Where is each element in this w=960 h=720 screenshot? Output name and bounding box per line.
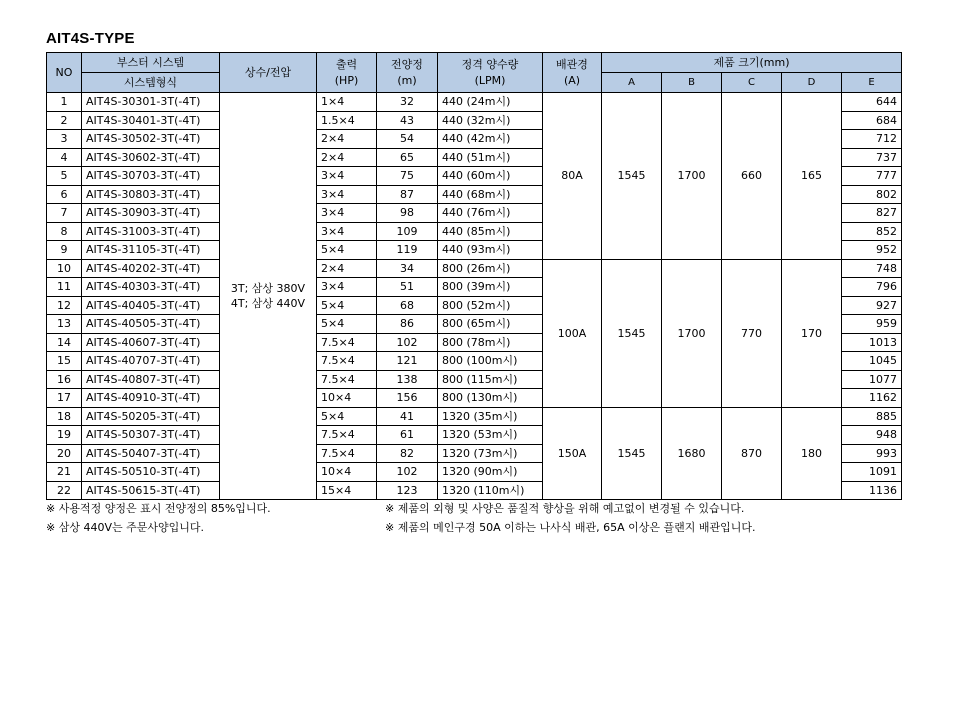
cell-pipe-dia: 150A bbox=[543, 407, 602, 500]
cell-rated-flow: 800 (26m시) bbox=[438, 259, 543, 278]
cell-dim-b: 1700 bbox=[662, 259, 722, 407]
cell-model: AIT4S-30602-3T(-4T) bbox=[82, 148, 220, 167]
cell-output-hp: 3×4 bbox=[317, 167, 377, 186]
cell-no: 1 bbox=[47, 93, 82, 112]
cell-rated-flow: 440 (68m시) bbox=[438, 185, 543, 204]
header-dim-e: E bbox=[842, 73, 902, 93]
cell-model: AIT4S-40202-3T(-4T) bbox=[82, 259, 220, 278]
cell-output-hp: 3×4 bbox=[317, 185, 377, 204]
cell-rated-flow: 440 (24m시) bbox=[438, 93, 543, 112]
header-product-size: 제품 크기(mm) bbox=[602, 53, 902, 73]
cell-dim-e: 1136 bbox=[842, 481, 902, 500]
cell-total-head: 98 bbox=[377, 204, 438, 223]
cell-model: AIT4S-40607-3T(-4T) bbox=[82, 333, 220, 352]
cell-dim-d: 170 bbox=[782, 259, 842, 407]
cell-total-head: 41 bbox=[377, 407, 438, 426]
cell-total-head: 138 bbox=[377, 370, 438, 389]
header-pipe-dia-label: 배관경 bbox=[556, 58, 588, 71]
cell-rated-flow: 800 (100m시) bbox=[438, 352, 543, 371]
cell-output-hp: 2×4 bbox=[317, 130, 377, 149]
header-dim-d: D bbox=[782, 73, 842, 93]
cell-dim-d: 165 bbox=[782, 93, 842, 260]
cell-output-hp: 7.5×4 bbox=[317, 333, 377, 352]
header-system-model: 시스템형식 bbox=[82, 73, 220, 93]
cell-rated-flow: 440 (85m시) bbox=[438, 222, 543, 241]
cell-output-hp: 7.5×4 bbox=[317, 370, 377, 389]
cell-no: 2 bbox=[47, 111, 82, 130]
cell-dim-e: 827 bbox=[842, 204, 902, 223]
cell-no: 5 bbox=[47, 167, 82, 186]
cell-dim-e: 927 bbox=[842, 296, 902, 315]
cell-no: 3 bbox=[47, 130, 82, 149]
header-output-unit: (HP) bbox=[334, 74, 359, 87]
cell-dim-e: 802 bbox=[842, 185, 902, 204]
cell-pipe-dia: 100A bbox=[543, 259, 602, 407]
header-total-head bbox=[377, 53, 438, 93]
cell-phase-voltage bbox=[220, 93, 317, 500]
table-header bbox=[47, 53, 902, 93]
cell-pipe-dia: 80A bbox=[543, 93, 602, 260]
cell-output-hp: 3×4 bbox=[317, 278, 377, 297]
cell-model: AIT4S-40910-3T(-4T) bbox=[82, 389, 220, 408]
cell-total-head: 75 bbox=[377, 167, 438, 186]
cell-no: 6 bbox=[47, 185, 82, 204]
cell-total-head: 34 bbox=[377, 259, 438, 278]
cell-output-hp: 7.5×4 bbox=[317, 444, 377, 463]
cell-dim-b: 1700 bbox=[662, 93, 722, 260]
cell-no: 22 bbox=[47, 481, 82, 500]
cell-rated-flow: 1320 (35m시) bbox=[438, 407, 543, 426]
header-rated-flow bbox=[438, 53, 543, 93]
cell-total-head: 121 bbox=[377, 352, 438, 371]
cell-model: AIT4S-50407-3T(-4T) bbox=[82, 444, 220, 463]
cell-output-hp: 5×4 bbox=[317, 241, 377, 260]
cell-dim-e: 952 bbox=[842, 241, 902, 260]
cell-rated-flow: 440 (93m시) bbox=[438, 241, 543, 260]
cell-output-hp: 2×4 bbox=[317, 259, 377, 278]
cell-dim-e: 959 bbox=[842, 315, 902, 334]
cell-model: AIT4S-40303-3T(-4T) bbox=[82, 278, 220, 297]
cell-total-head: 119 bbox=[377, 241, 438, 260]
cell-output-hp: 10×4 bbox=[317, 463, 377, 482]
cell-dim-e: 712 bbox=[842, 130, 902, 149]
cell-total-head: 102 bbox=[377, 463, 438, 482]
cell-output-hp: 3×4 bbox=[317, 204, 377, 223]
cell-dim-e: 1077 bbox=[842, 370, 902, 389]
cell-no: 10 bbox=[47, 259, 82, 278]
cell-model: AIT4S-50510-3T(-4T) bbox=[82, 463, 220, 482]
cell-total-head: 43 bbox=[377, 111, 438, 130]
cell-dim-e: 852 bbox=[842, 222, 902, 241]
cell-no: 18 bbox=[47, 407, 82, 426]
header-booster-system: 부스터 시스템 bbox=[82, 53, 220, 73]
cell-dim-e: 737 bbox=[842, 148, 902, 167]
cell-dim-e: 684 bbox=[842, 111, 902, 130]
phase-voltage-3t: 3T; 삼상 380V bbox=[230, 281, 306, 295]
cell-total-head: 68 bbox=[377, 296, 438, 315]
cell-output-hp: 2×4 bbox=[317, 148, 377, 167]
cell-dim-d: 180 bbox=[782, 407, 842, 500]
header-rated-flow-label: 정격 양수량 bbox=[461, 58, 519, 71]
cell-dim-e: 948 bbox=[842, 426, 902, 445]
footnote-spec-change: ※ 제품의 외형 및 사양은 품질적 향상을 위해 예고없이 변경될 수 있습니다. bbox=[385, 502, 745, 515]
cell-output-hp: 7.5×4 bbox=[317, 352, 377, 371]
cell-rated-flow: 800 (52m시) bbox=[438, 296, 543, 315]
phase-voltage-4t: 4T; 삼상 440V bbox=[230, 297, 306, 310]
cell-no: 7 bbox=[47, 204, 82, 223]
cell-total-head: 87 bbox=[377, 185, 438, 204]
cell-rated-flow: 440 (51m시) bbox=[438, 148, 543, 167]
cell-no: 4 bbox=[47, 148, 82, 167]
cell-total-head: 54 bbox=[377, 130, 438, 149]
cell-rated-flow: 1320 (110m시) bbox=[438, 481, 543, 500]
cell-rated-flow: 800 (115m시) bbox=[438, 370, 543, 389]
cell-rated-flow: 440 (42m시) bbox=[438, 130, 543, 149]
cell-no: 14 bbox=[47, 333, 82, 352]
cell-dim-e: 1045 bbox=[842, 352, 902, 371]
cell-no: 11 bbox=[47, 278, 82, 297]
cell-model: AIT4S-50615-3T(-4T) bbox=[82, 481, 220, 500]
cell-no: 19 bbox=[47, 426, 82, 445]
cell-dim-c: 660 bbox=[722, 93, 782, 260]
cell-model: AIT4S-31105-3T(-4T) bbox=[82, 241, 220, 260]
cell-dim-b: 1680 bbox=[662, 407, 722, 500]
cell-dim-c: 770 bbox=[722, 259, 782, 407]
cell-total-head: 61 bbox=[377, 426, 438, 445]
cell-model: AIT4S-40807-3T(-4T) bbox=[82, 370, 220, 389]
cell-output-hp: 15×4 bbox=[317, 481, 377, 500]
header-total-head-label: 전양정 bbox=[391, 58, 423, 71]
cell-rated-flow: 800 (65m시) bbox=[438, 315, 543, 334]
cell-no: 15 bbox=[47, 352, 82, 371]
cell-rated-flow: 440 (32m시) bbox=[438, 111, 543, 130]
cell-output-hp: 5×4 bbox=[317, 407, 377, 426]
footnote-efficiency: ※ 사용적정 양정은 표시 전양정의 85%입니다. bbox=[46, 502, 271, 515]
cell-output-hp: 5×4 bbox=[317, 296, 377, 315]
cell-output-hp: 7.5×4 bbox=[317, 426, 377, 445]
cell-dim-e: 885 bbox=[842, 407, 902, 426]
cell-dim-e: 1013 bbox=[842, 333, 902, 352]
cell-model: AIT4S-50205-3T(-4T) bbox=[82, 407, 220, 426]
cell-output-hp: 10×4 bbox=[317, 389, 377, 408]
header-rated-flow-unit: (LPM) bbox=[474, 74, 506, 87]
cell-model: AIT4S-30803-3T(-4T) bbox=[82, 185, 220, 204]
cell-rated-flow: 440 (60m시) bbox=[438, 167, 543, 186]
cell-rated-flow: 1320 (90m시) bbox=[438, 463, 543, 482]
header-output-label: 출력 bbox=[335, 58, 358, 71]
header-pipe-dia bbox=[543, 53, 602, 93]
cell-rated-flow: 800 (130m시) bbox=[438, 389, 543, 408]
cell-rated-flow: 800 (39m시) bbox=[438, 278, 543, 297]
page-title: AIT4S-TYPE bbox=[46, 30, 135, 47]
footnote-440v: ※ 삼상 440V는 주문사양입니다. bbox=[46, 521, 204, 534]
cell-model: AIT4S-50307-3T(-4T) bbox=[82, 426, 220, 445]
cell-model: AIT4S-40405-3T(-4T) bbox=[82, 296, 220, 315]
header-pipe-dia-unit: (A) bbox=[563, 74, 581, 87]
cell-no: 8 bbox=[47, 222, 82, 241]
cell-total-head: 123 bbox=[377, 481, 438, 500]
cell-rated-flow: 800 (78m시) bbox=[438, 333, 543, 352]
cell-total-head: 82 bbox=[377, 444, 438, 463]
header-total-head-unit: (m) bbox=[397, 74, 417, 87]
cell-total-head: 102 bbox=[377, 333, 438, 352]
header-output bbox=[317, 53, 377, 93]
cell-output-hp: 1×4 bbox=[317, 93, 377, 112]
header-phase-voltage: 상수/전압 bbox=[220, 53, 317, 93]
cell-dim-a: 1545 bbox=[602, 259, 662, 407]
cell-no: 9 bbox=[47, 241, 82, 260]
cell-no: 13 bbox=[47, 315, 82, 334]
cell-no: 17 bbox=[47, 389, 82, 408]
cell-model: AIT4S-30502-3T(-4T) bbox=[82, 130, 220, 149]
table-row bbox=[47, 93, 902, 112]
cell-dim-e: 777 bbox=[842, 167, 902, 186]
table-body bbox=[47, 93, 902, 500]
cell-dim-e: 1162 bbox=[842, 389, 902, 408]
cell-model: AIT4S-40505-3T(-4T) bbox=[82, 315, 220, 334]
cell-model: AIT4S-31003-3T(-4T) bbox=[82, 222, 220, 241]
header-dim-c: C bbox=[722, 73, 782, 93]
cell-total-head: 51 bbox=[377, 278, 438, 297]
cell-no: 20 bbox=[47, 444, 82, 463]
cell-rated-flow: 1320 (73m시) bbox=[438, 444, 543, 463]
cell-dim-e: 796 bbox=[842, 278, 902, 297]
cell-dim-e: 993 bbox=[842, 444, 902, 463]
cell-output-hp: 1.5×4 bbox=[317, 111, 377, 130]
cell-total-head: 156 bbox=[377, 389, 438, 408]
cell-no: 21 bbox=[47, 463, 82, 482]
table-row bbox=[47, 259, 902, 278]
cell-model: AIT4S-30401-3T(-4T) bbox=[82, 111, 220, 130]
cell-model: AIT4S-40707-3T(-4T) bbox=[82, 352, 220, 371]
header-dim-a: A bbox=[602, 73, 662, 93]
spec-table bbox=[46, 52, 902, 500]
cell-total-head: 65 bbox=[377, 148, 438, 167]
cell-rated-flow: 1320 (53m시) bbox=[438, 426, 543, 445]
cell-total-head: 32 bbox=[377, 93, 438, 112]
cell-output-hp: 3×4 bbox=[317, 222, 377, 241]
cell-dim-e: 1091 bbox=[842, 463, 902, 482]
cell-no: 16 bbox=[47, 370, 82, 389]
cell-total-head: 109 bbox=[377, 222, 438, 241]
cell-total-head: 86 bbox=[377, 315, 438, 334]
cell-model: AIT4S-30301-3T(-4T) bbox=[82, 93, 220, 112]
cell-rated-flow: 440 (76m시) bbox=[438, 204, 543, 223]
footnote-piping: ※ 제품의 메인구경 50A 이하는 나사식 배관, 65A 이상은 플랜지 배관입니다. bbox=[385, 521, 756, 534]
table-row bbox=[47, 407, 902, 426]
header-no: NO bbox=[47, 53, 82, 93]
cell-dim-a: 1545 bbox=[602, 93, 662, 260]
cell-model: AIT4S-30703-3T(-4T) bbox=[82, 167, 220, 186]
cell-output-hp: 5×4 bbox=[317, 315, 377, 334]
cell-dim-e: 644 bbox=[842, 93, 902, 112]
header-dim-b: B bbox=[662, 73, 722, 93]
cell-no: 12 bbox=[47, 296, 82, 315]
cell-dim-c: 870 bbox=[722, 407, 782, 500]
cell-dim-a: 1545 bbox=[602, 407, 662, 500]
cell-model: AIT4S-30903-3T(-4T) bbox=[82, 204, 220, 223]
cell-dim-e: 748 bbox=[842, 259, 902, 278]
